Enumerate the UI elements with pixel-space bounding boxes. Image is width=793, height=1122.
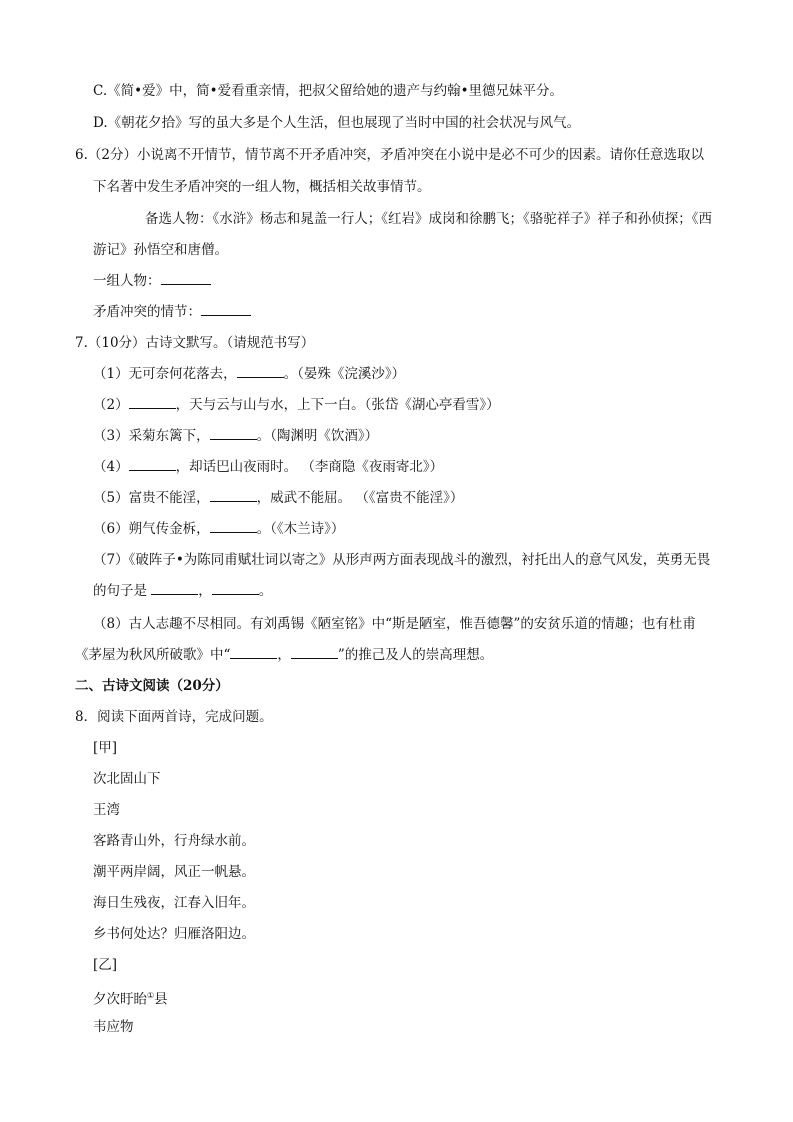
group-line	[93, 271, 211, 291]
q7-item-5-source: ，威武不能屈。 （《富贵不能淫》）	[256, 490, 464, 506]
poem-b-title	[93, 986, 168, 1010]
q7-item-3	[93, 426, 378, 446]
q7-item-4	[93, 457, 443, 477]
period: 。	[258, 583, 273, 599]
poem-a-line-3: 海日生残夜，江春入旧年。	[93, 895, 255, 911]
answer-blank[interactable]	[291, 645, 338, 659]
candidates-line-1: 备选人物：《水浒》杨志和晁盖一行人；《红岩》成岗和徐鹏飞；《骆驼祥子》祥子和孙侦探；《西	[145, 211, 712, 227]
answer-blank[interactable]	[161, 271, 211, 285]
question-6-line-2: 下名著中发生矛盾冲突的一组人物，概括相关故事情节。	[93, 179, 431, 195]
q7-item-1	[93, 364, 405, 384]
q7-item-4-number: （4）	[93, 459, 129, 475]
section-2-title: 二、古诗文阅读（20分）	[75, 678, 229, 694]
answer-blank[interactable]	[212, 581, 259, 595]
answer-blank[interactable]	[210, 426, 257, 440]
option-d: D.《朝花夕拾》写的虽大多是个人生活，但也展现了当时中国的社会状况与风气。	[93, 115, 581, 131]
poem-b-label: [乙]	[93, 957, 118, 973]
plot-line	[93, 302, 251, 322]
answer-blank[interactable]	[237, 364, 284, 378]
answer-blank[interactable]	[210, 488, 257, 502]
answer-blank[interactable]	[230, 645, 277, 659]
option-c: C.《简•爱》中，简•爱看重亲情，把叔父留给她的遗产与约翰•里德兄妹平分。	[93, 83, 564, 99]
q7-item-2-text: ，天与云与山与水，上下一白。（张岱《湖心亭看雪》）	[175, 397, 500, 413]
question-6-line-1: 6.（2分）小说离不开情节，情节离不开矛盾冲突，矛盾冲突在小说中是必不可少的因素。请你任意选取以	[75, 147, 704, 163]
poem-b-author: 韦应物	[93, 1019, 134, 1035]
group-label: 一组人物：	[93, 273, 161, 289]
q7-item-8-text: 《茅屋为秋风所破歌》中“	[75, 647, 231, 663]
question-8-title: 8．阅读下面两首诗，完成问题。	[75, 709, 273, 725]
candidates-line-2: 游记》孙悟空和唐僧。	[93, 242, 228, 258]
q7-item-8-line-1: （8）古人志趣不尽相同。有刘禹锡《陋室铭》中“斯是陋室，惟吾德馨”的安贫乐道的情趣；也有杜甫	[93, 616, 696, 632]
poem-a-line-2: 潮平两岸阔，风正一帆悬。	[93, 864, 255, 880]
q7-item-1-text: （1）无可奈何花落去，	[93, 366, 237, 382]
q7-item-3-source: 。（陶渊明《饮酒》）	[256, 428, 379, 444]
footnote-marker: ①	[147, 991, 155, 1000]
q7-item-7-text: 的句子是	[93, 583, 152, 599]
poem-a-line-1: 客路青山外，行舟绿水前。	[93, 833, 255, 849]
poem-b-title-text: 夕次盱眙	[93, 991, 147, 1008]
q7-item-8-ending: ”的推己及人的崇高理想。	[337, 647, 494, 663]
answer-blank[interactable]	[129, 457, 176, 471]
poem-a-title: 次北固山下	[93, 771, 161, 787]
q7-item-3-text: （3）采菊东篱下，	[93, 428, 210, 444]
q7-item-8-line-2	[75, 645, 493, 665]
q7-item-6-text: （6）朔气传金柝，	[93, 521, 210, 537]
q7-item-7-line-1: （7）《破阵子•为陈同甫赋壮词以寄之》从形声两方面表现战斗的激烈，衬托出人的意气风发，英勇无畏	[93, 552, 711, 568]
poem-a-author: 王湾	[93, 802, 120, 818]
q7-item-4-text: ，却话巴山夜雨时。 （李商隐《夜雨寄北》）	[175, 459, 444, 475]
question-7-title: 7.（10分）古诗文默写。（请规范书写）	[75, 335, 315, 351]
q7-item-2-number: （2）	[93, 397, 129, 413]
answer-blank[interactable]	[201, 302, 251, 316]
q7-item-7-line-2	[93, 581, 272, 601]
comma: ，	[198, 583, 212, 599]
q7-item-5	[93, 488, 463, 508]
comma: ，	[277, 647, 291, 663]
plot-label: 矛盾冲突的情节：	[93, 304, 201, 320]
q7-item-5-text: （5）富贵不能淫，	[93, 490, 210, 506]
q7-item-6	[93, 519, 344, 539]
answer-blank[interactable]	[129, 395, 176, 409]
answer-blank[interactable]	[210, 519, 257, 533]
answer-blank[interactable]	[151, 581, 198, 595]
poem-b-title-suffix: 县	[154, 991, 168, 1008]
q7-item-1-source: 。（晏殊《浣溪沙》）	[283, 366, 406, 382]
q7-item-6-source: 。（《木兰诗》）	[256, 521, 345, 537]
poem-a-label: [甲]	[93, 740, 118, 756]
q7-item-2	[93, 395, 500, 415]
poem-a-line-4: 乡书何处达？归雁洛阳边。	[93, 926, 255, 942]
